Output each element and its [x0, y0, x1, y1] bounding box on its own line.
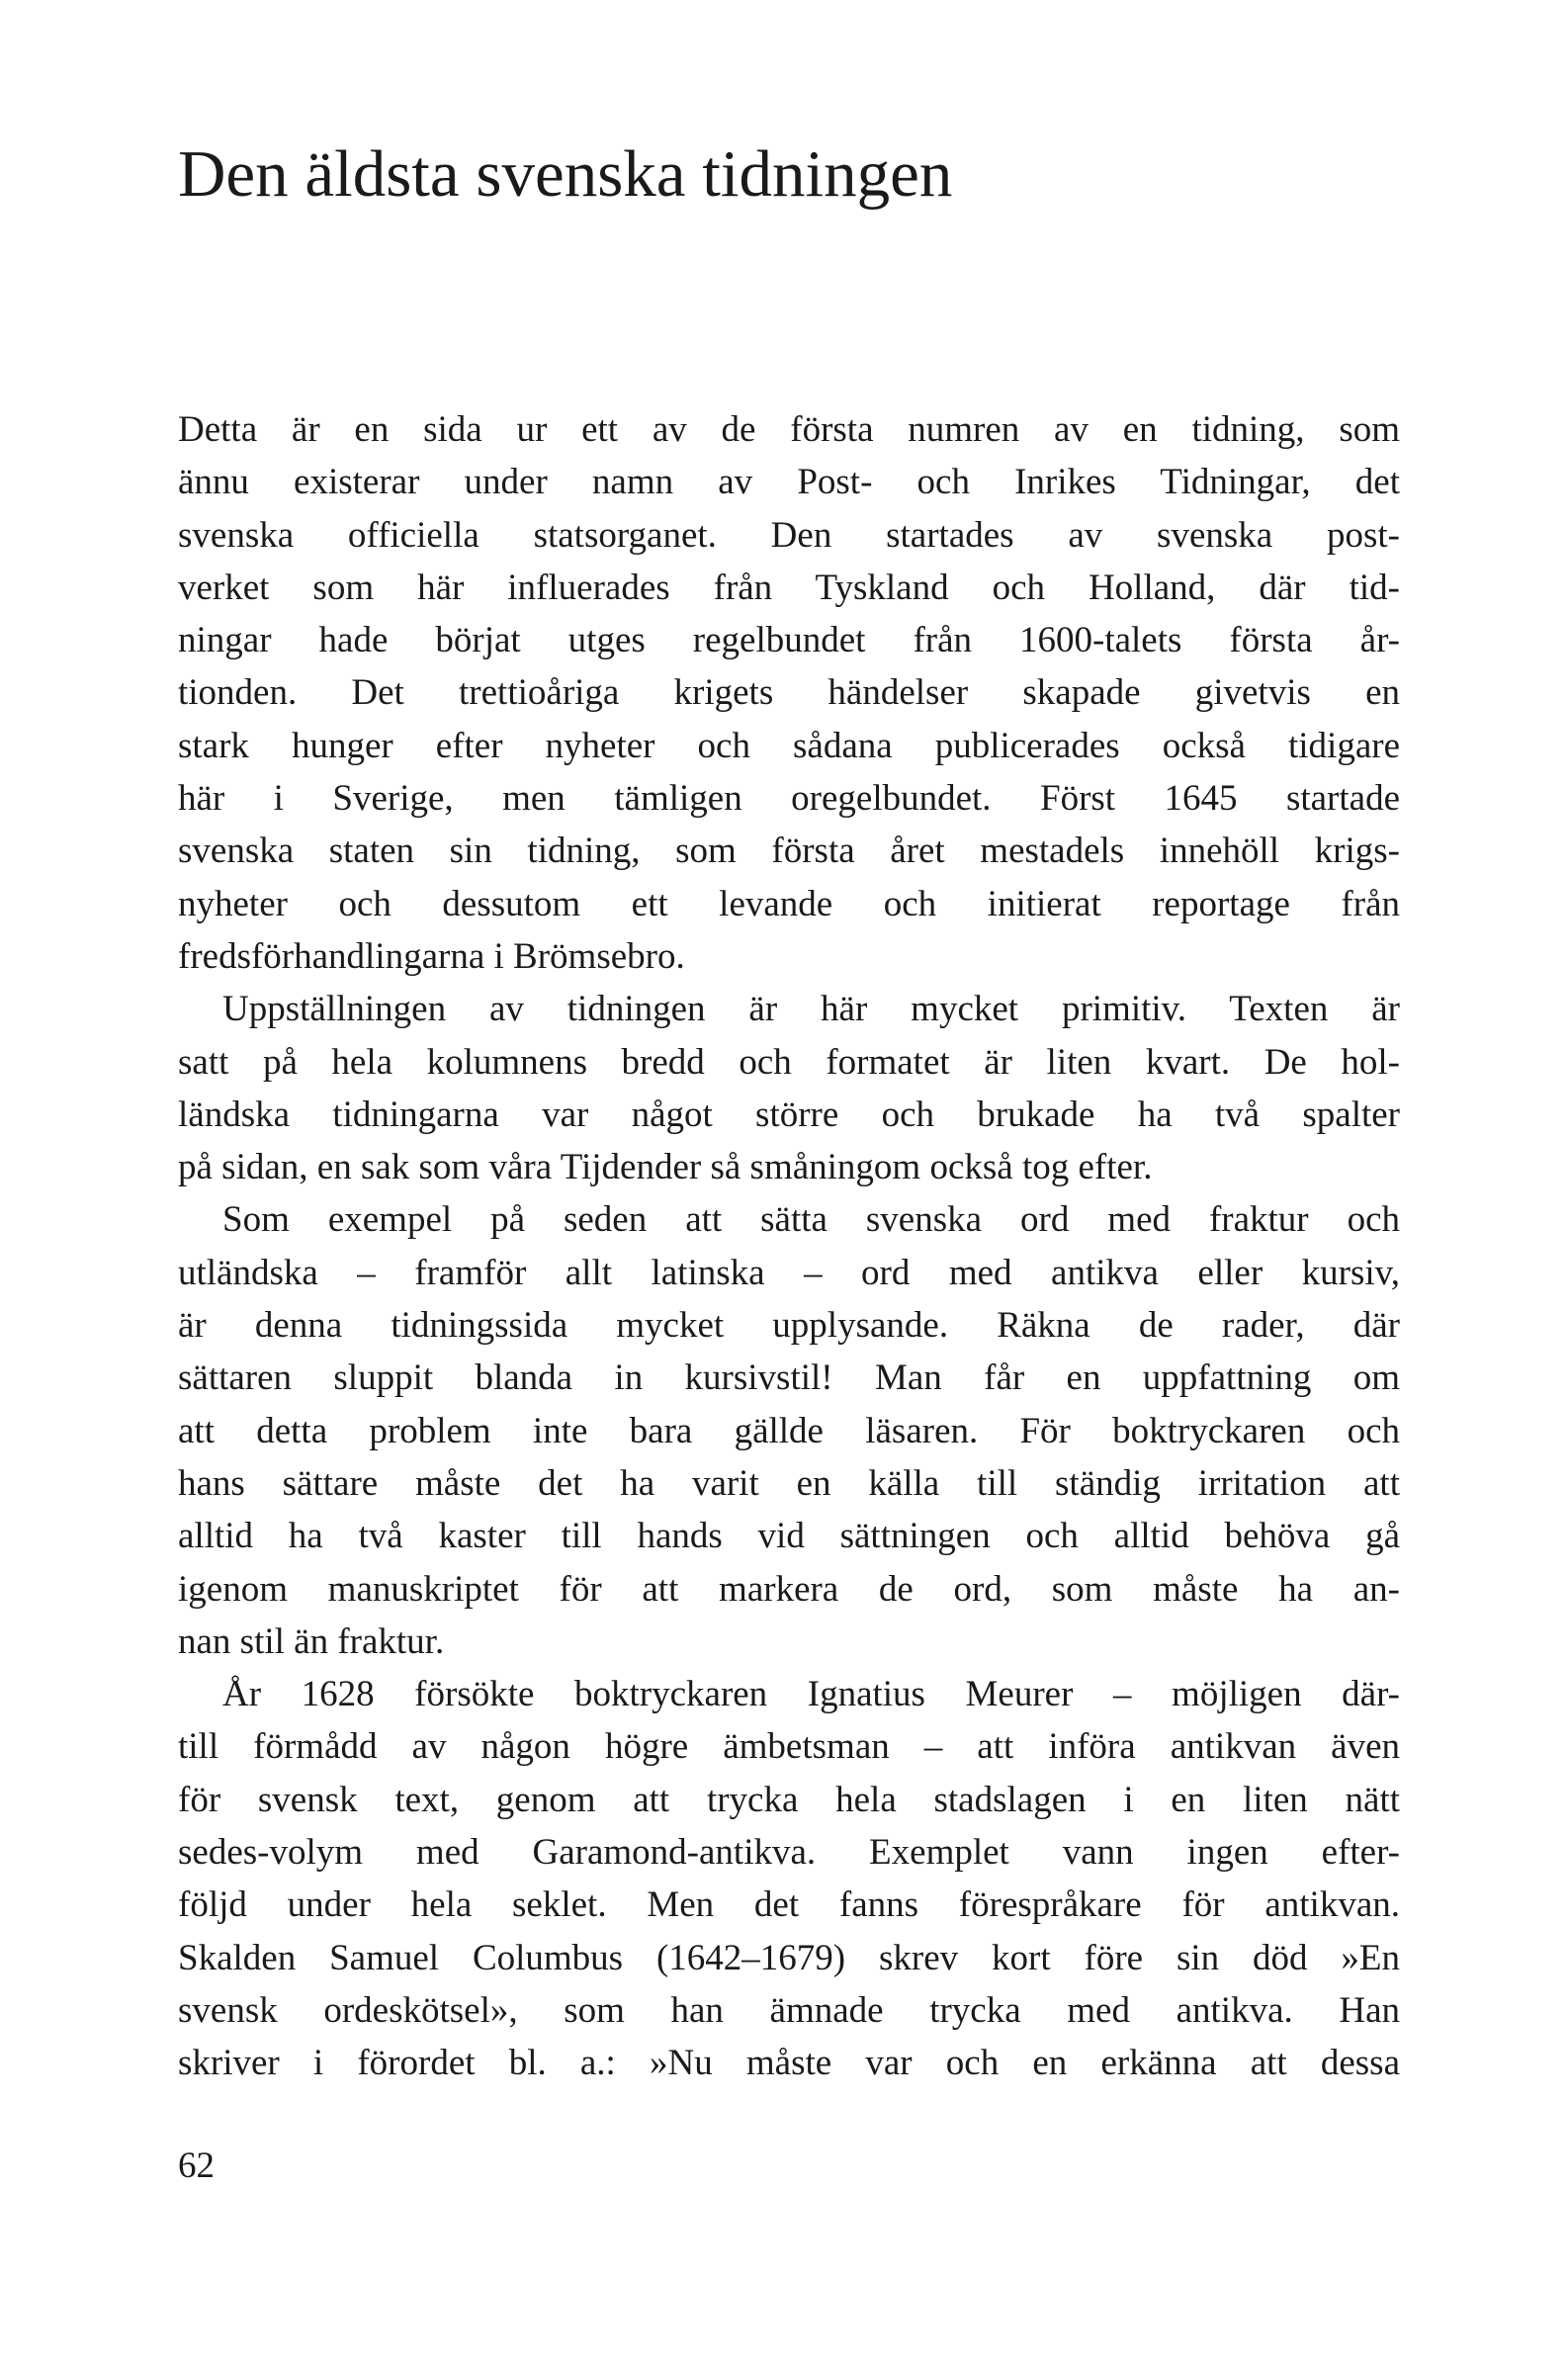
text-line: År 1628 försökte boktryckaren Ignatius Meurer – möjligen där-: [222, 1674, 1400, 1715]
paragraph: [178, 983, 1400, 1193]
text-line: Som exempel på seden att sätta svenska ord med fraktur och: [222, 1199, 1400, 1241]
text-line: nan stil än fraktur.: [178, 1620, 445, 1662]
text-line: följd under hela seklet. Men det fanns förespråkare för antikvan.: [178, 1884, 1400, 1926]
text-line: satt på hela kolumnens bredd och formatet är liten kvart. De hol-: [178, 1041, 1400, 1083]
text-line: skriver i förordet bl. a.: »Nu måste var och en erkänna att dessa: [178, 2043, 1400, 2084]
text-line: svenska officiella statsorganet. Den startades av svenska post-: [178, 514, 1400, 556]
text-line: stark hunger efter nyheter och sådana publicerades också tidigare: [178, 725, 1400, 766]
text-line: Uppställningen av tidningen är här mycket primitiv. Texten är: [222, 989, 1400, 1030]
text-line: ländska tidningarna var något större och brukade ha två spalter: [178, 1094, 1400, 1135]
text-line: hans sättare måste det ha varit en källa till ständig irritation att: [178, 1462, 1400, 1504]
text-line: till förmådd av någon högre ämbetsman – att införa antikvan även: [178, 1726, 1400, 1768]
body-text: [178, 403, 1400, 2090]
text-line: nyheter och dessutom ett levande och initierat reportage från: [178, 883, 1400, 924]
text-line: sedes-volym med Garamond-antikva. Exemplet vann ingen efter-: [178, 1832, 1400, 1874]
text-line: Skalden Samuel Columbus (1642–1679) skrev kort före sin död »En: [178, 1937, 1400, 1978]
text-line: igenom manuskriptet för att markera de ord, som måste ha an-: [178, 1568, 1400, 1610]
text-line: fredsförhandlingarna i Brömsebro.: [178, 935, 685, 977]
text-line: verket som här influerades från Tyskland och Holland, där tid-: [178, 567, 1400, 608]
text-line: alltid ha två kaster till hands vid sättningen och alltid behöva gå: [178, 1516, 1400, 1557]
page-number: 62: [178, 2145, 215, 2186]
text-line: för svensk text, genom att trycka hela stadslagen i en liten nätt: [178, 1779, 1400, 1820]
text-line: tionden. Det trettioåriga krigets händelser skapade givetvis en: [178, 672, 1400, 714]
text-line: svenska staten sin tidning, som första året mestadels innehöll krigs-: [178, 831, 1400, 872]
paragraph: [178, 1668, 1400, 2089]
text-line: är denna tidningssida mycket upplysande. Räkna de rader, där: [178, 1305, 1400, 1347]
text-line: på sidan, en sak som våra Tijdender så småningom också tog efter.: [178, 1147, 1153, 1188]
paragraph: [178, 403, 1400, 983]
text-line: utländska – framför allt latinska – ord med antikva eller kursiv,: [178, 1252, 1400, 1293]
text-line: här i Sverige, men tämligen oregelbundet. Först 1645 startade: [178, 778, 1400, 820]
paragraph: [178, 1193, 1400, 1668]
text-line: att detta problem inte bara gällde läsaren. För boktryckaren och: [178, 1410, 1400, 1451]
text-line: sättaren sluppit blanda in kursivstil! Man får en uppfattning om: [178, 1357, 1400, 1399]
chapter-heading: Den äldsta svenska tidningen: [178, 137, 953, 211]
text-line: ningar hade börjat utges regelbundet från 1600-talets första år-: [178, 620, 1400, 661]
text-line: Detta är en sida ur ett av de första numren av en tidning, som: [178, 409, 1400, 450]
text-line: svensk ordeskötsel», som han ämnade trycka med antikva. Han: [178, 1989, 1400, 2031]
text-line: ännu existerar under namn av Post- och Inrikes Tidningar, det: [178, 462, 1400, 503]
